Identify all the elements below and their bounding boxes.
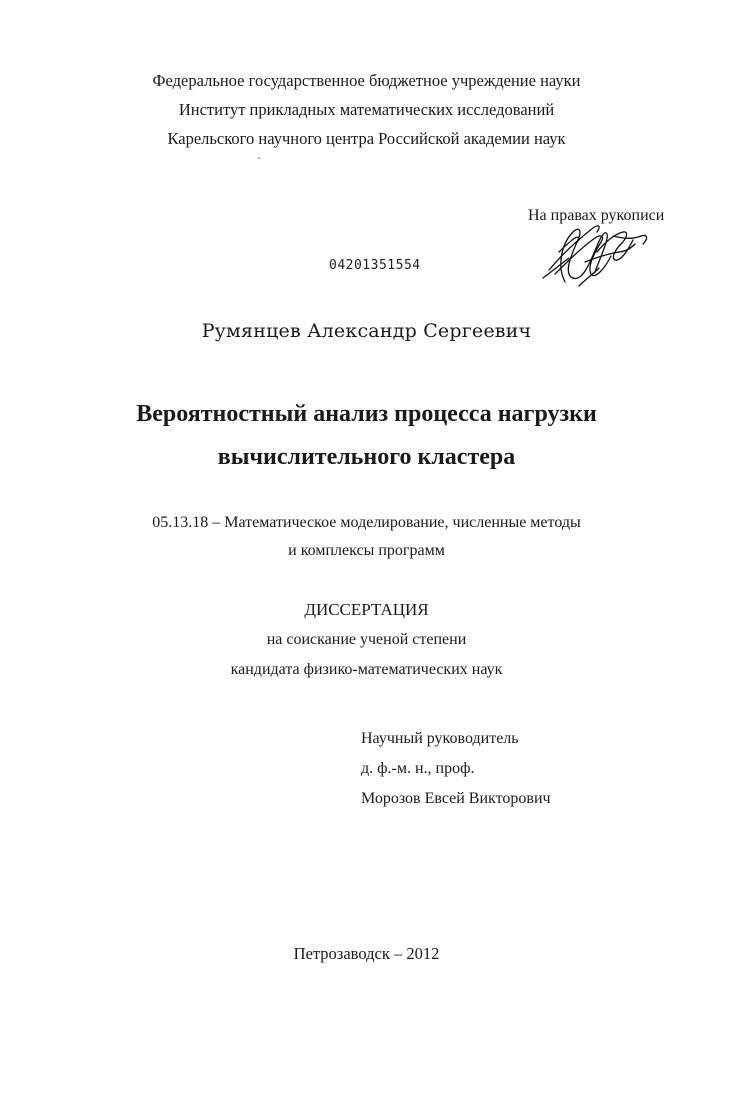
- institution-line-3: Карельского научного центра Российской академии наук: [167, 129, 566, 148]
- signature-icon: [535, 212, 655, 294]
- advisor-degree: д. ф.-м. н., проф.: [361, 760, 475, 777]
- dissertation-line-2: кандидата физико-математических наук: [230, 661, 503, 678]
- registration-code: 04201351554: [329, 258, 421, 273]
- scan-speck: [258, 157, 260, 159]
- advisor-block: [361, 724, 551, 814]
- institution-line-1: Федеральное государственное бюджетное учреждение науки: [152, 71, 581, 90]
- specialty-line-2: и комплексы программ: [288, 542, 445, 559]
- dissertation-title: [0, 393, 733, 479]
- dissertation-block: [0, 595, 733, 685]
- author-name: Румянцев Александр Сергеевич: [201, 320, 532, 342]
- specialty-line-1: 05.13.18 – Математическое моделирование, численные методы: [152, 514, 581, 531]
- title-line-2: вычислительного кластера: [217, 444, 516, 470]
- advisor-label: Научный руководитель: [361, 730, 519, 747]
- dissertation-line-1: на соискание ученой степени: [266, 631, 467, 648]
- city-year: Петрозаводск – 2012: [293, 944, 440, 963]
- advisor-name: Морозов Евсей Викторович: [361, 790, 551, 807]
- manuscript-note: На правах рукописи: [528, 207, 665, 224]
- institution-line-2: Институт прикладных математических исследований: [178, 100, 555, 119]
- specialty-block: [0, 509, 733, 565]
- title-line-1: Вероятностный анализ процесса нагрузки: [136, 401, 597, 427]
- institution-block: [0, 66, 733, 153]
- dissertation-heading: ДИССЕРТАЦИЯ: [304, 600, 429, 619]
